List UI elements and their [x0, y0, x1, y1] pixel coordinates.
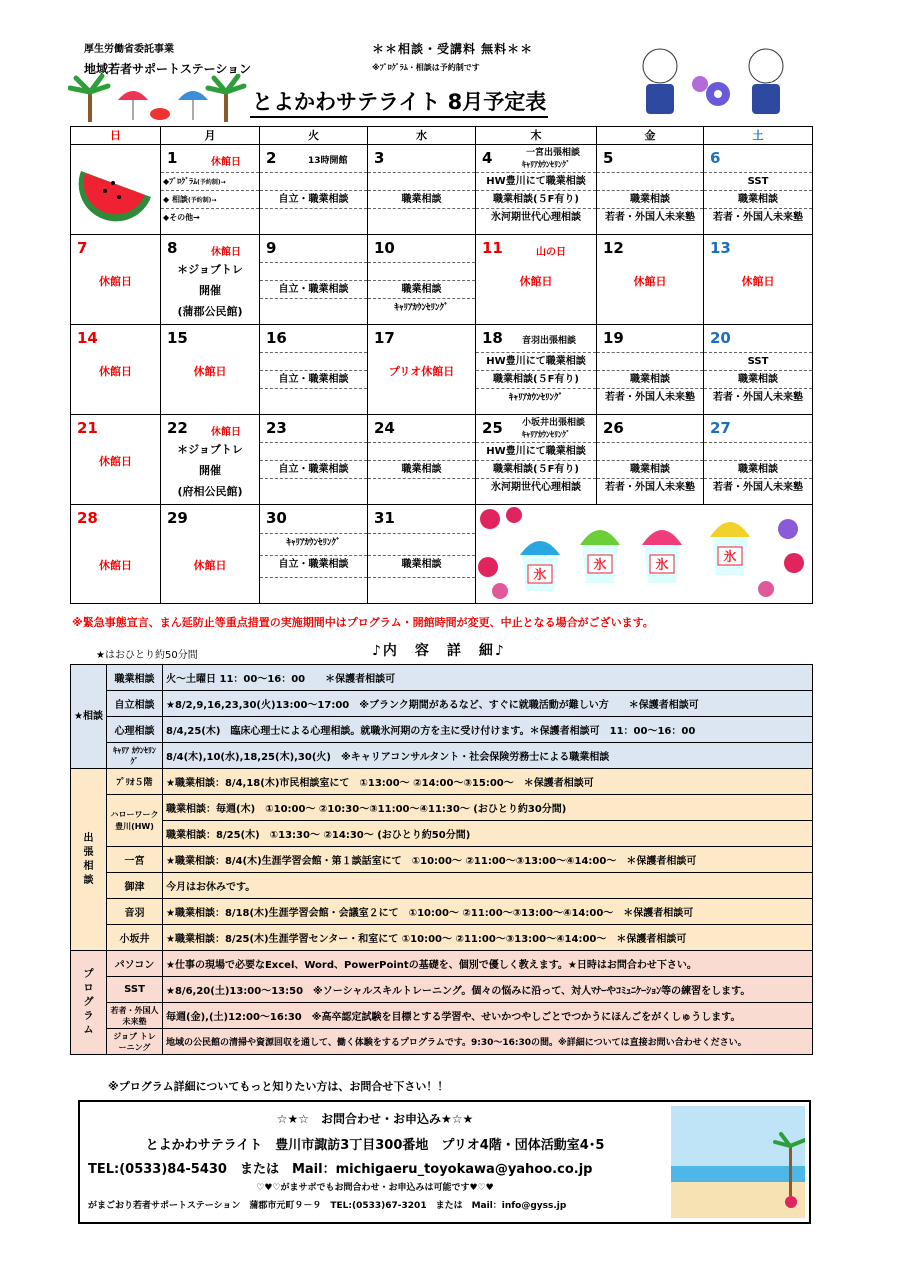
contact-tel: TEL:(0533)84-5430 または Mail：michigaeru_toyokawa@yahoo.co.jp	[88, 1162, 593, 1177]
date-number: 31	[374, 509, 395, 527]
weekday-tue: 火	[260, 127, 368, 145]
calendar-day	[597, 235, 703, 324]
mascot-illustration	[638, 44, 798, 120]
date-number: 22	[167, 419, 188, 437]
date-number: 6	[710, 149, 721, 167]
date-note: ｷｬﾘｱｶｳﾝｾﾘﾝｸﾞ	[522, 430, 570, 439]
calendar-week-3	[71, 325, 813, 415]
detail-heading: ♪内 容 詳 細♪	[372, 643, 506, 659]
free-notice: ＊＊相談・受講料 無料＊＊	[372, 42, 534, 56]
date-number: 5	[603, 149, 614, 167]
org-line-2: 地域若者サポートステーション	[84, 62, 252, 76]
detail-row: ★相談 職業相談 火～土曜日 11：00～16：00 ＊保護者相談可	[71, 665, 813, 691]
calendar-week-4	[71, 415, 813, 505]
calendar-day	[597, 415, 703, 504]
weekday-fri: 金	[597, 127, 704, 145]
date-number: 1	[167, 149, 178, 167]
schedule-slot: 職業相談	[368, 460, 475, 478]
calendar-day	[161, 235, 259, 324]
closed-label: 休館日	[741, 275, 775, 288]
schedule-slot: 自立・職業相談	[260, 280, 367, 298]
hibiscus-icon	[478, 507, 522, 599]
weekday-sat: 土	[704, 127, 813, 145]
date-note: 一宮出張相談	[526, 148, 581, 158]
detail-row: 心理相談 8/4,25(木) 臨床心理士による心理相談。就職氷河期の方を主に受け付けます。＊保護者相談可 11：00～16：00	[71, 717, 813, 743]
date-number: 3	[374, 149, 385, 167]
weekday-thu: 木	[476, 127, 597, 145]
date-number: 19	[603, 329, 624, 347]
calendar-day	[368, 415, 475, 504]
calendar-day	[260, 505, 367, 603]
calendar-day	[368, 325, 475, 414]
schedule-slot: 職業相談	[597, 190, 703, 208]
schedule-slot: 職業相談	[597, 370, 703, 388]
schedule-slot: 氷河期世代心理相談	[476, 208, 596, 226]
org-line-1: 厚生労働省委託事業	[84, 44, 174, 55]
date-number: 11	[482, 239, 503, 257]
jobtraining-label: 開催	[199, 284, 221, 297]
date-number: 24	[374, 419, 395, 437]
calendar-day	[71, 325, 160, 414]
closed-note: 休館日	[211, 157, 241, 168]
date-number: 4	[482, 149, 493, 167]
closed-label: 休館日	[99, 559, 132, 572]
calendar-day	[161, 145, 259, 234]
shaved-ice-illustration	[476, 505, 812, 603]
calendar-day	[260, 415, 367, 504]
jobtraining-location: (府相公民館)	[177, 485, 243, 498]
legend-consult: ◆ 相談(予約制)→	[161, 190, 259, 208]
date-number: 9	[266, 239, 277, 257]
shaved-ice-icon	[642, 530, 682, 583]
category-outreach: 出張相談	[71, 769, 107, 951]
calendar-day	[161, 325, 259, 414]
contact-box	[78, 1100, 811, 1224]
calendar-day	[476, 235, 596, 324]
schedule-slot: SST	[704, 352, 812, 370]
calendar-day	[597, 145, 703, 234]
date-number: 30	[266, 509, 287, 527]
reservation-note: ※ﾌﾟﾛｸﾞﾗﾑ・相談は予約制です	[372, 63, 480, 72]
date-note: 小坂井出張相談	[522, 418, 586, 428]
schedule-slot: 職業相談	[597, 460, 703, 478]
calendar-week-1	[71, 145, 813, 235]
detail-row: SST ★8/6,20(土)13:00～13:50 ※ソーシャルスキルトレーニング。個々の悩みに沿って、対人ﾏﾅｰやｺﾐｭﾆｹｰｼｮﾝ等の練習をします。	[71, 977, 813, 1003]
schedule-slot: SST	[704, 172, 812, 190]
calendar-day	[597, 325, 703, 414]
svg-text:氷: 氷	[655, 558, 669, 573]
date-number: 17	[374, 329, 395, 347]
umbrella-icon	[118, 91, 148, 100]
closed-label: 休館日	[519, 275, 553, 288]
schedule-slot: ｷｬﾘｱｶｳﾝｾﾘﾝｸﾞ	[260, 533, 367, 551]
detail-row: ｷｬﾘｱ ｶｳﾝｾﾘﾝｸﾞ 8/4(木),10(水),18,25(木),30(火) ※キャリアコンサルタント・社会保険労務士による職業相談	[71, 743, 813, 769]
detail-row: 職業相談：8/25(木) ①13:30～ ②14:30～ (おひとり約50分間)	[71, 821, 813, 847]
calendar-day	[161, 505, 259, 603]
cat-mascot-icon	[643, 49, 677, 114]
calendar-day	[71, 145, 160, 233]
calendar-day	[71, 235, 160, 324]
schedule-slot: 若者・外国人未来塾	[704, 208, 812, 226]
schedule-slot: HW豊川にて職業相談	[476, 442, 596, 460]
detail-row: 小坂井 ★職業相談：8/25(木)生涯学習センター・和室にて ①10:00～ ②11:00～③13:00～④14:00～ ＊保護者相談可	[71, 925, 813, 951]
calendar-day	[260, 145, 367, 234]
legend-other: ◆その他→	[161, 208, 259, 226]
calendar-day	[71, 505, 160, 603]
watermelon-icon	[75, 151, 155, 225]
schedule-slot: 職業相談(５F有り)	[476, 190, 596, 208]
category-program: プログラム	[71, 951, 107, 1055]
calendar-day	[704, 325, 812, 414]
svg-text:氷: 氷	[593, 558, 607, 573]
schedule-slot: 自立・職業相談	[260, 370, 367, 388]
date-number: 29	[167, 509, 188, 527]
schedule-slot: 氷河期世代心理相談	[476, 478, 596, 496]
svg-text:氷: 氷	[723, 550, 737, 565]
calendar-day	[704, 235, 812, 324]
shaved-ice-icon	[580, 530, 620, 583]
date-note: 13時開館	[308, 156, 348, 166]
palm-tree-icon	[208, 76, 244, 122]
unit-note: ★はおひとり約50分間	[96, 650, 198, 661]
schedule-slot: 自立・職業相談	[260, 190, 367, 208]
jobtraining-label: 開催	[199, 464, 221, 477]
date-number: 15	[167, 329, 188, 347]
crab-icon	[150, 108, 170, 120]
calendar-day	[476, 145, 596, 234]
emergency-notice: ※緊急事態宣言、まん延防止等重点措置の実施期間中はプログラム・開館時間が変更、中止となる場合がございます。	[72, 616, 654, 629]
weekday-sun: 日	[71, 127, 161, 145]
date-number: 26	[603, 419, 624, 437]
detail-row: ジョブ トレーニング 地域の公民館の清掃や資源回収を通して、働く体験をするプログラムです。9:30～16:30の間。※詳細については直接お問い合わせください。	[71, 1029, 813, 1055]
detail-footer: ※プログラム詳細についてもっと知りたい方は、お問合せ下さい！！	[108, 1080, 449, 1093]
detail-table	[70, 664, 813, 1055]
schedule-slot: 若者・外国人未来塾	[597, 388, 703, 406]
calendar-day	[368, 145, 475, 234]
closed-label: プリオ休館日	[388, 365, 455, 378]
date-number: 20	[710, 329, 731, 347]
date-number: 7	[77, 239, 88, 257]
beach-icon	[671, 1106, 805, 1218]
date-number: 23	[266, 419, 287, 437]
detail-row: 若者・外国人 未来塾 毎週(金),(土)12:00～16:30 ※高卒認定試験を目標とする学習や、せいかつやしごとでつかうにほんごをがくしゅうします。	[71, 1003, 813, 1029]
jobtraining-label: ＊ジョブトレ	[177, 263, 243, 276]
umbrella-icon	[178, 91, 208, 100]
calendar-week-5	[71, 505, 813, 604]
palm-tree-icon	[70, 76, 108, 122]
date-note: ｷｬﾘｱｶｳﾝｾﾘﾝｸﾞ	[522, 160, 570, 169]
detail-row: ハローワーク 豊川(HW) 職業相談：毎週(木) ①10:00～ ②10:30～③11:00～④11:30～ (おひとり約30分間)	[71, 795, 813, 821]
detail-row: プログラム パソコン ★仕事の現場で必要なExcel、Word、PowerPointの基礎を、個別で優しく教えます。★日時はお問合わせ下さい。	[71, 951, 813, 977]
schedule-slot: 職業相談(５F有り)	[476, 460, 596, 478]
closed-label: 休館日	[99, 365, 132, 378]
contact-alt-station: がまごおり若者サポートステーション 蒲郡市元町９－９ TEL:(0533)67-3201 または Mail：info@gyss.jp	[88, 1201, 567, 1211]
calendar-day	[368, 505, 475, 603]
schedule-slot: 自立・職業相談	[260, 555, 367, 573]
schedule-slot: HW豊川にて職業相談	[476, 352, 596, 370]
date-number: 10	[374, 239, 395, 257]
detail-row: 御津 今月はお休みです。	[71, 873, 813, 899]
schedule-slot: 若者・外国人未来塾	[597, 208, 703, 226]
date-note: 音羽出張相談	[522, 336, 577, 346]
holiday-note: 山の日	[536, 247, 566, 258]
date-number: 2	[266, 149, 277, 167]
date-number: 12	[603, 239, 624, 257]
schedule-slot: 職業相談	[704, 370, 812, 388]
morning-glory-icon	[692, 76, 730, 106]
calendar-day	[260, 325, 367, 414]
shaved-ice-icon	[520, 541, 560, 591]
date-number: 13	[710, 239, 731, 257]
date-number: 16	[266, 329, 287, 347]
schedule-slot: ｷｬﾘｱｶｳﾝｾﾘﾝｸﾞ	[368, 298, 475, 316]
schedule-slot: ｷｬﾘｱｶｳﾝｾﾘﾝｸﾞ	[476, 388, 596, 406]
shaved-ice-art	[476, 505, 814, 603]
schedule-slot: 職業相談	[368, 280, 475, 298]
schedule-slot: 職業相談	[704, 460, 812, 478]
weekday-mon: 月	[161, 127, 260, 145]
svg-text:氷: 氷	[533, 568, 547, 583]
detail-row: 自立相談 ★8/2,9,16,23,30(火)13:00～17:00 ※ブランク期間があるなど、すぐに就職活動が難しい方 ＊保護者相談可	[71, 691, 813, 717]
jobtraining-label: ＊ジョブトレ	[177, 443, 243, 456]
detail-row: 音羽 ★職業相談：8/18(木)生涯学習会館・会議室２にて ①10:00～ ②11:00～③13:00～④14:00～ ＊保護者相談可	[71, 899, 813, 925]
schedule-slot: 若者・外国人未来塾	[597, 478, 703, 496]
closed-note: 休館日	[211, 427, 241, 438]
closed-label: 休館日	[99, 455, 132, 468]
calendar-day	[476, 325, 596, 414]
shaved-ice-icon	[710, 522, 750, 575]
calendar-day	[260, 235, 367, 324]
closed-label: 休館日	[633, 275, 667, 288]
schedule-slot: 自立・職業相談	[260, 460, 367, 478]
schedule-slot: 職業相談	[704, 190, 812, 208]
schedule-slot: 職業相談	[368, 190, 475, 208]
calendar-day	[161, 415, 259, 504]
date-number: 25	[482, 419, 503, 437]
calendar-day	[704, 145, 812, 234]
contact-alt-note: ♡♥♡がまサポでもお問合わせ・お申込みは可能です♥♡♥	[256, 1183, 494, 1193]
date-number: 21	[77, 419, 98, 437]
hibiscus-icon	[758, 519, 804, 597]
legend-program: ◆ﾌﾟﾛｸﾞﾗﾑ(予約制)→	[161, 172, 259, 190]
schedule-slot: 職業相談	[368, 555, 475, 573]
schedule-slot: 若者・外国人未来塾	[704, 478, 812, 496]
date-number: 8	[167, 239, 178, 257]
calendar-day	[476, 415, 596, 504]
closed-label: 休館日	[99, 275, 132, 288]
beach-illustration	[68, 74, 248, 124]
closed-label: 休館日	[193, 559, 227, 572]
detail-row: 一宮 ★職業相談：8/4(木)生涯学習会館・第１談話室にて ①10:00～ ②11:00～③13:00～④14:00～ ＊保護者相談可	[71, 847, 813, 873]
date-number: 27	[710, 419, 731, 437]
date-number: 14	[77, 329, 98, 347]
closed-note: 休館日	[211, 247, 241, 258]
calendar-table	[70, 126, 813, 604]
contact-address: とよかわサテライト 豊川市諏訪3丁目300番地 プリオ4階・団体活動室4･5	[145, 1138, 605, 1153]
schedule-slot: 若者・外国人未来塾	[704, 388, 812, 406]
schedule-slot: HW豊川にて職業相談	[476, 172, 596, 190]
date-number: 18	[482, 329, 503, 347]
page-title: とよかわサテライト 8月予定表	[250, 86, 548, 118]
calendar-week-2	[71, 235, 813, 325]
closed-label: 休館日	[193, 365, 227, 378]
contact-heading: ☆★☆ お問合わせ・お申込み★☆★	[276, 1112, 474, 1126]
date-number: 28	[77, 509, 98, 527]
category-consult: ★相談	[71, 665, 107, 769]
cat-mascot-icon	[749, 49, 783, 114]
calendar-day	[71, 415, 160, 504]
jobtraining-location: (蒲郡公民館)	[177, 305, 243, 318]
weekday-wed: 水	[368, 127, 476, 145]
calendar-day	[704, 415, 812, 504]
calendar-day	[368, 235, 475, 324]
schedule-slot: 職業相談(５F有り)	[476, 370, 596, 388]
weekday-header	[71, 127, 813, 145]
detail-row: 出張相談 ﾌﾟﾘｵ５階 ★職業相談：8/4,18(木)市民相談室にて ①13:00～ ②14:00～③15:00～ ＊保護者相談可	[71, 769, 813, 795]
